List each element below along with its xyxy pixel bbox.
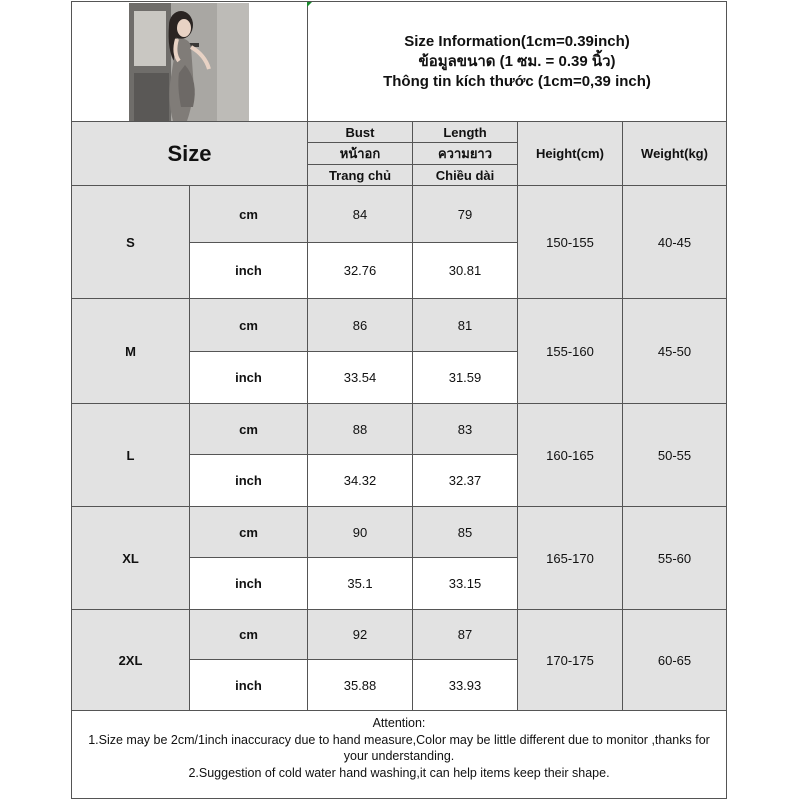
- attention-line-2: 2.Suggestion of cold water hand washing,it can help items keep their shape.: [188, 765, 610, 780]
- height-range-value: 150-155: [517, 185, 623, 299]
- size-l-label: L: [71, 403, 190, 507]
- weight-range-value: 45-50: [622, 298, 727, 404]
- product-photo-icon: [129, 3, 249, 121]
- unit-inch-label: inch: [189, 242, 308, 299]
- bust-label-vi: Trang chủ: [328, 167, 392, 183]
- unit-cm-label: cm: [189, 506, 308, 558]
- attention-note: [71, 710, 727, 799]
- bust-inch-value: 33.54: [307, 351, 413, 404]
- length-inch-value: 30.81: [412, 242, 518, 299]
- bust-cm-value: 92: [307, 609, 413, 660]
- length-column-header: [412, 121, 518, 186]
- unit-inch-label: inch: [189, 659, 308, 711]
- unit-inch-label: inch: [189, 454, 308, 507]
- height-range-value: 160-165: [517, 403, 623, 507]
- title-thai: ข้อมูลขนาด (1 ซม. = 0.39 นิ้ว): [418, 52, 616, 70]
- bust-column-header: [307, 121, 413, 186]
- size-m-label: M: [71, 298, 190, 404]
- size-2xl-label: 2XL: [71, 609, 190, 711]
- weight-range-value: 55-60: [622, 506, 727, 610]
- size-xl-label: XL: [71, 506, 190, 610]
- product-photo-cell: [71, 1, 308, 122]
- title-vietnamese: Thông tin kích thước (1cm=0,39 inch): [383, 72, 651, 90]
- unit-inch-label: inch: [189, 557, 308, 610]
- attention-heading: Attention:: [372, 716, 426, 730]
- bust-cm-value: 84: [307, 185, 413, 243]
- height-range-value: 170-175: [517, 609, 623, 711]
- length-cm-value: 79: [412, 185, 518, 243]
- bust-cm-value: 88: [307, 403, 413, 455]
- unit-cm-label: cm: [189, 185, 308, 243]
- size-information-title: [307, 1, 727, 122]
- weight-range-value: 40-45: [622, 185, 727, 299]
- attention-line-1: 1.Size may be 2cm/1inch inaccuracy due to hand measure,Color may be little different due to monitor ,thanks for your understanding.: [88, 732, 710, 763]
- bust-inch-value: 35.88: [307, 659, 413, 711]
- bust-label-en: Bust: [308, 122, 412, 143]
- length-inch-value: 32.37: [412, 454, 518, 507]
- length-cm-value: 87: [412, 609, 518, 660]
- unit-cm-label: cm: [189, 298, 308, 352]
- bust-cm-value: 86: [307, 298, 413, 352]
- length-cm-value: 83: [412, 403, 518, 455]
- unit-cm-label: cm: [189, 403, 308, 455]
- title-english: Size Information(1cm=0.39inch): [404, 32, 630, 50]
- bust-cm-value: 90: [307, 506, 413, 558]
- length-inch-value: 33.93: [412, 659, 518, 711]
- length-label-en: Length: [413, 122, 517, 143]
- length-inch-value: 33.15: [412, 557, 518, 610]
- size-s-label: S: [71, 185, 190, 299]
- length-cm-value: 81: [412, 298, 518, 352]
- bust-inch-value: 32.76: [307, 242, 413, 299]
- unit-inch-label: inch: [189, 351, 308, 404]
- green-corner-marker-icon: [307, 2, 312, 7]
- weight-column-header: Weight(kg): [622, 121, 727, 186]
- height-range-value: 155-160: [517, 298, 623, 404]
- size-column-header: Size: [71, 121, 308, 186]
- length-label-vi: Chiều dài: [435, 167, 495, 183]
- length-inch-value: 31.59: [412, 351, 518, 404]
- unit-cm-label: cm: [189, 609, 308, 660]
- weight-range-value: 60-65: [622, 609, 727, 711]
- length-cm-value: 85: [412, 506, 518, 558]
- weight-range-value: 50-55: [622, 403, 727, 507]
- size-chart: [71, 1, 727, 799]
- bust-inch-value: 35.1: [307, 557, 413, 610]
- bust-label-th: หน้าอก: [308, 143, 412, 165]
- height-range-value: 165-170: [517, 506, 623, 610]
- length-label-th: ความยาว: [413, 143, 517, 165]
- height-column-header: Height(cm): [517, 121, 623, 186]
- bust-inch-value: 34.32: [307, 454, 413, 507]
